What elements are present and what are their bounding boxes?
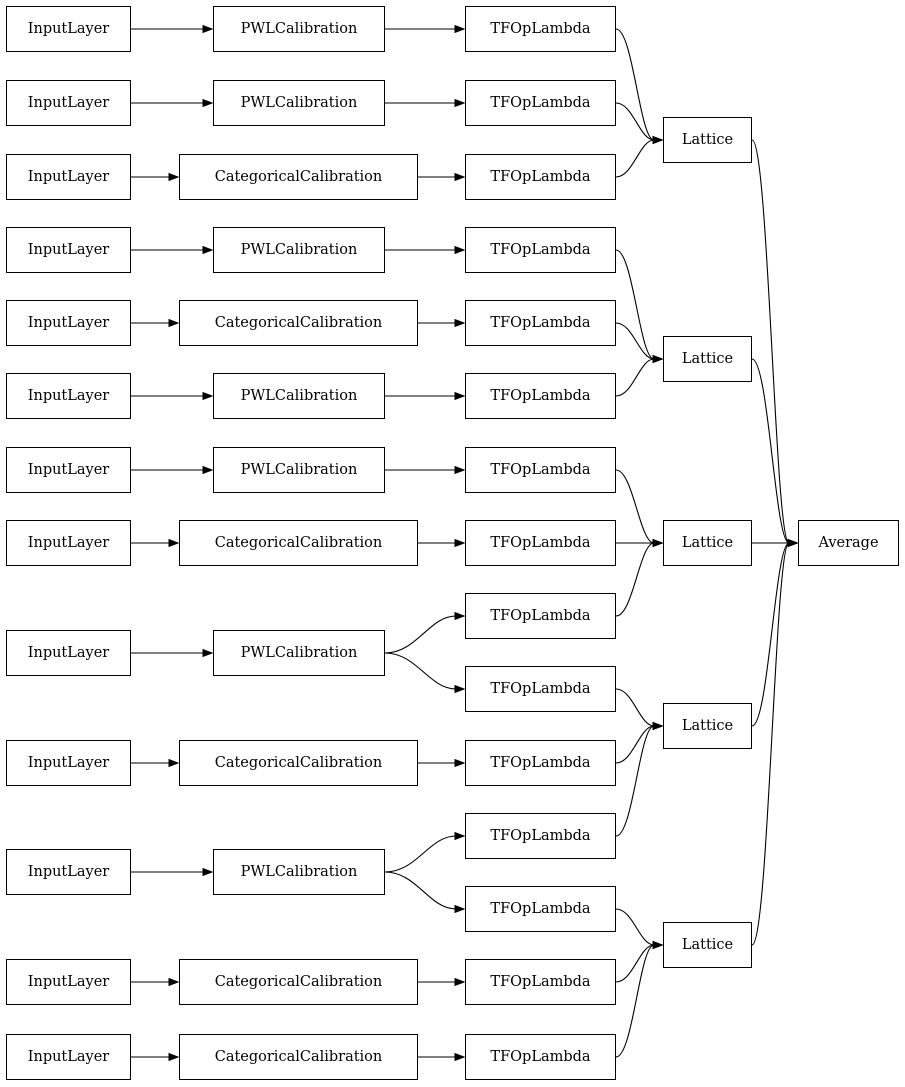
graph-node-label: InputLayer bbox=[27, 95, 110, 111]
graph-node-label: TFOpLambda bbox=[490, 462, 591, 478]
graph-node-label: Lattice bbox=[681, 937, 734, 953]
graph-node-lam14[interactable] bbox=[465, 959, 616, 1005]
graph-node-label: InputLayer bbox=[27, 388, 110, 404]
graph-node-cal3[interactable] bbox=[179, 154, 418, 200]
graph-node-in10[interactable] bbox=[6, 740, 131, 786]
graph-node-cal6[interactable] bbox=[213, 373, 385, 419]
graph-node-label: TFOpLambda bbox=[490, 901, 591, 917]
graph-node-lat1[interactable] bbox=[663, 117, 752, 163]
graph-node-label: InputLayer bbox=[27, 21, 110, 37]
graph-node-lam9[interactable] bbox=[465, 593, 616, 639]
graph-node-cal10[interactable] bbox=[179, 740, 418, 786]
graph-node-label: InputLayer bbox=[27, 974, 110, 990]
graph-node-label: TFOpLambda bbox=[490, 681, 591, 697]
graph-node-in5[interactable] bbox=[6, 300, 131, 346]
graph-node-label: TFOpLambda bbox=[490, 755, 591, 771]
graph-node-label: Lattice bbox=[681, 535, 734, 551]
graph-node-cal2[interactable] bbox=[213, 80, 385, 126]
graph-node-label: PWLCalibration bbox=[240, 242, 358, 258]
graph-node-lat3[interactable] bbox=[663, 520, 752, 566]
graph-node-lam4[interactable] bbox=[465, 227, 616, 273]
graph-node-cal12[interactable] bbox=[179, 959, 418, 1005]
graph-node-label: InputLayer bbox=[27, 169, 110, 185]
graph-node-label: CategoricalCalibration bbox=[214, 974, 383, 990]
graph-node-label: TFOpLambda bbox=[490, 169, 591, 185]
graph-node-lat4[interactable] bbox=[663, 703, 752, 749]
graph-node-in2[interactable] bbox=[6, 80, 131, 126]
graph-node-lam3[interactable] bbox=[465, 154, 616, 200]
graph-node-label: TFOpLambda bbox=[490, 608, 591, 624]
graph-node-lam8[interactable] bbox=[465, 520, 616, 566]
graph-node-label: InputLayer bbox=[27, 1049, 110, 1065]
graph-node-cal1[interactable] bbox=[213, 6, 385, 52]
graph-node-lat2[interactable] bbox=[663, 336, 752, 382]
graph-node-lam11[interactable] bbox=[465, 740, 616, 786]
graph-node-cal9[interactable] bbox=[213, 630, 385, 676]
graph-node-in8[interactable] bbox=[6, 520, 131, 566]
graph-node-label: InputLayer bbox=[27, 242, 110, 258]
graph-node-in9[interactable] bbox=[6, 630, 131, 676]
graph-node-label: PWLCalibration bbox=[240, 21, 358, 37]
graph-node-in7[interactable] bbox=[6, 447, 131, 493]
graph-node-label: TFOpLambda bbox=[490, 1049, 591, 1065]
graph-node-lam13[interactable] bbox=[465, 886, 616, 932]
graph-node-lam12[interactable] bbox=[465, 813, 616, 859]
graph-node-label: TFOpLambda bbox=[490, 388, 591, 404]
graph-node-lam1[interactable] bbox=[465, 6, 616, 52]
graph-node-label: PWLCalibration bbox=[240, 864, 358, 880]
graph-node-label: TFOpLambda bbox=[490, 828, 591, 844]
graph-node-cal13[interactable] bbox=[179, 1034, 418, 1080]
graph-node-label: InputLayer bbox=[27, 864, 110, 880]
graph-node-label: CategoricalCalibration bbox=[214, 755, 383, 771]
graph-node-label: TFOpLambda bbox=[490, 315, 591, 331]
graph-node-label: Lattice bbox=[681, 351, 734, 367]
graph-node-label: PWLCalibration bbox=[240, 388, 358, 404]
graph-node-cal8[interactable] bbox=[179, 520, 418, 566]
graph-node-label: PWLCalibration bbox=[240, 645, 358, 661]
graph-node-label: CategoricalCalibration bbox=[214, 1049, 383, 1065]
graph-node-label: TFOpLambda bbox=[490, 242, 591, 258]
graph-node-lam2[interactable] bbox=[465, 80, 616, 126]
graph-node-lam5[interactable] bbox=[465, 300, 616, 346]
graph-node-label: InputLayer bbox=[27, 315, 110, 331]
graph-node-label: Average bbox=[818, 535, 879, 551]
graph-node-avg[interactable] bbox=[798, 520, 899, 566]
graph-node-in3[interactable] bbox=[6, 154, 131, 200]
graph-node-label: PWLCalibration bbox=[240, 462, 358, 478]
graph-node-label: CategoricalCalibration bbox=[214, 169, 383, 185]
graph-node-label: TFOpLambda bbox=[490, 21, 591, 37]
graph-node-cal5[interactable] bbox=[179, 300, 418, 346]
graph-node-cal4[interactable] bbox=[213, 227, 385, 273]
graph-node-in6[interactable] bbox=[6, 373, 131, 419]
graph-node-label: InputLayer bbox=[27, 462, 110, 478]
graph-node-in1[interactable] bbox=[6, 6, 131, 52]
graph-node-label: TFOpLambda bbox=[490, 535, 591, 551]
graph-node-label: Lattice bbox=[681, 132, 734, 148]
graph-node-lam10[interactable] bbox=[465, 666, 616, 712]
graph-node-label: PWLCalibration bbox=[240, 95, 358, 111]
graph-node-label: CategoricalCalibration bbox=[214, 315, 383, 331]
graph-node-lam6[interactable] bbox=[465, 373, 616, 419]
graph-node-lat5[interactable] bbox=[663, 922, 752, 968]
graph-node-label: CategoricalCalibration bbox=[214, 535, 383, 551]
graph-node-lam15[interactable] bbox=[465, 1034, 616, 1080]
graph-node-in11[interactable] bbox=[6, 849, 131, 895]
graph-node-in4[interactable] bbox=[6, 227, 131, 273]
graph-node-label: TFOpLambda bbox=[490, 974, 591, 990]
graph-node-label: InputLayer bbox=[27, 645, 110, 661]
graph-node-label: InputLayer bbox=[27, 755, 110, 771]
graph-node-cal11[interactable] bbox=[213, 849, 385, 895]
graph-node-lam7[interactable] bbox=[465, 447, 616, 493]
graph-node-label: TFOpLambda bbox=[490, 95, 591, 111]
graph-node-in12[interactable] bbox=[6, 959, 131, 1005]
graph-node-label: Lattice bbox=[681, 718, 734, 734]
graph-node-in13[interactable] bbox=[6, 1034, 131, 1080]
graph-node-label: InputLayer bbox=[27, 535, 110, 551]
graph-node-cal7[interactable] bbox=[213, 447, 385, 493]
